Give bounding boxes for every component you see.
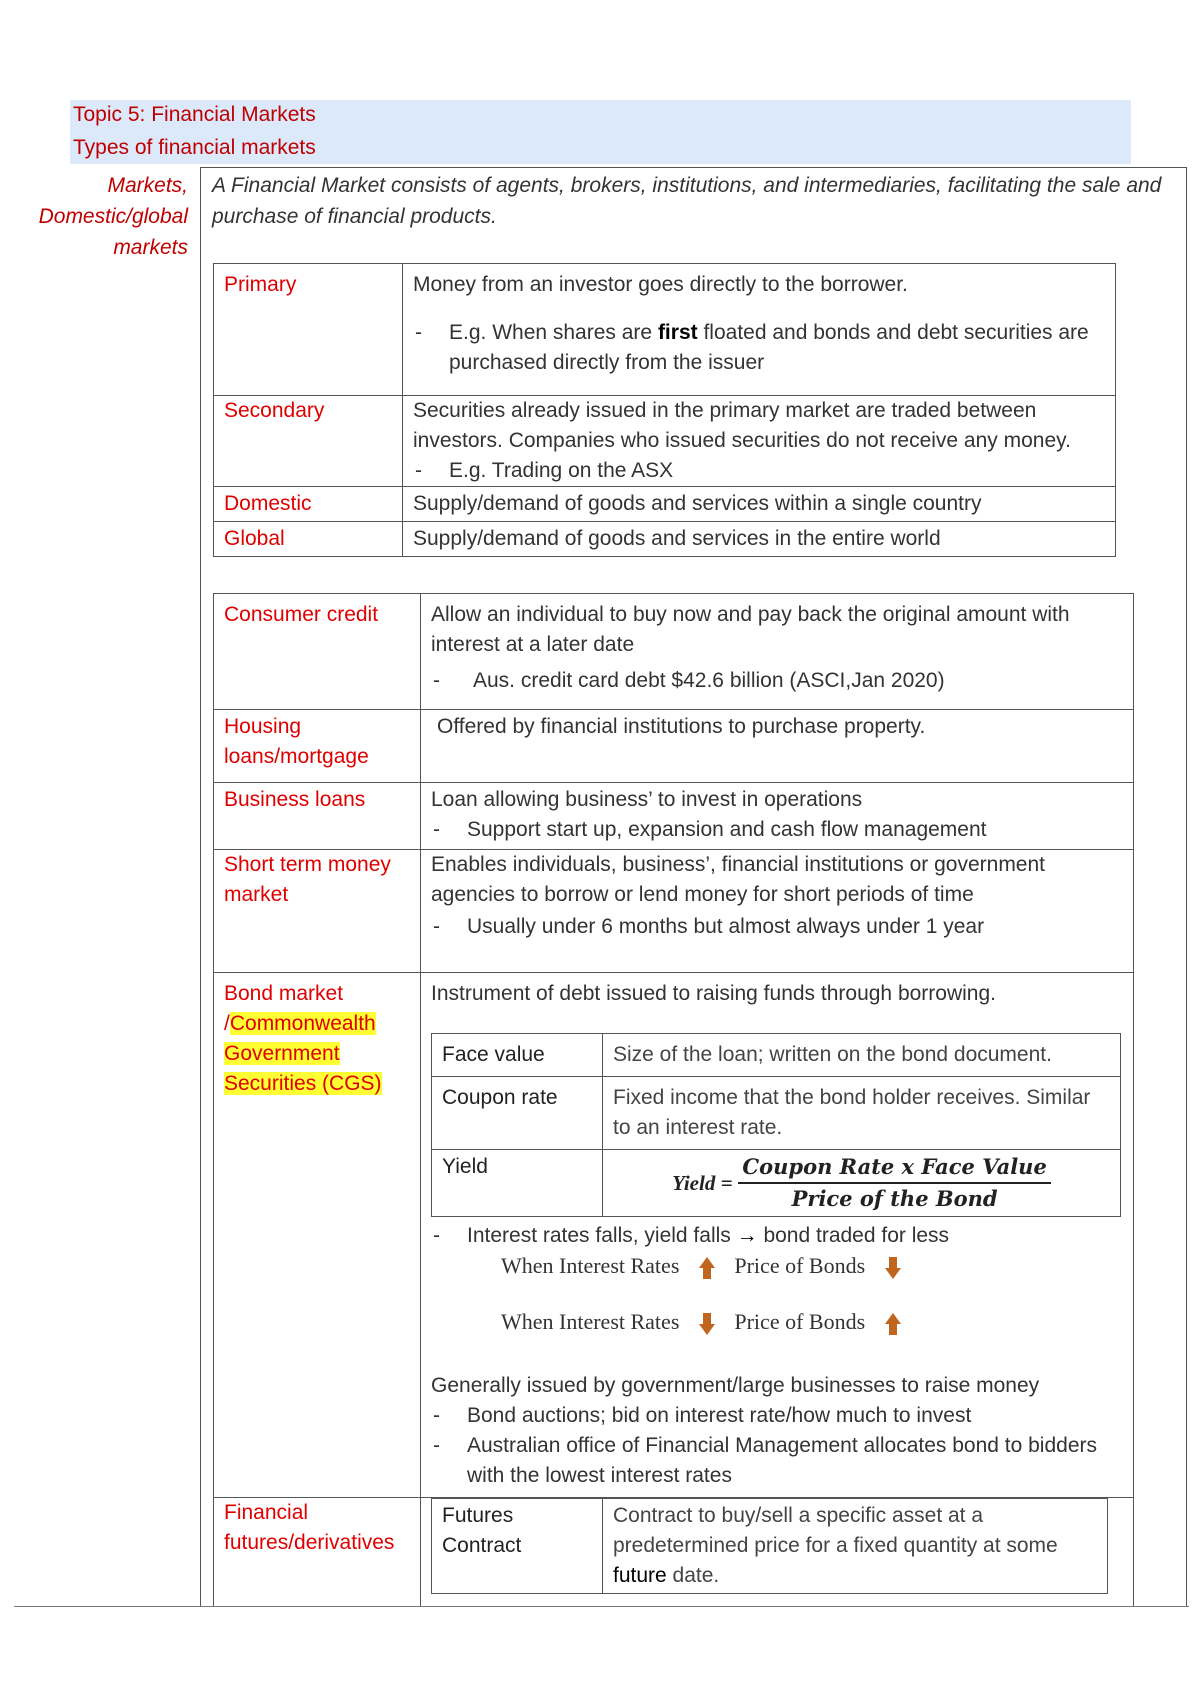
table-row xyxy=(432,1498,1108,1593)
futures-table xyxy=(431,1498,1108,1594)
def-text: Securities already issued in the primary market are traded between investors. Companies who issued securities do not receive any money. xyxy=(413,399,1071,452)
table-row xyxy=(214,972,1134,1497)
def-bullets xyxy=(413,456,1105,486)
list-item xyxy=(431,1221,1123,1251)
term-slash: / xyxy=(224,1011,230,1035)
arrow-down-icon xyxy=(699,1313,715,1335)
arrow-up-icon xyxy=(885,1313,901,1335)
topic-title: Topic 5: Financial Markets xyxy=(73,103,316,126)
term-primary: Primary xyxy=(214,264,403,396)
def-text: Enables individuals, business’, financial institutions or government agencies to borrow or lend money for short periods of time xyxy=(431,852,1046,906)
market-types-table xyxy=(213,263,1116,557)
def-bullets xyxy=(413,318,1105,378)
list-item: - Usually under 6 months but almost always under 1 year xyxy=(431,912,1123,942)
table-row xyxy=(214,849,1134,972)
bond-term-value: Fixed income that the bond holder receives. Similar to an interest rate. xyxy=(603,1076,1121,1149)
def-global: Supply/demand of goods and services in the entire world xyxy=(403,522,1116,557)
rates-label: When Interest Rates xyxy=(501,1308,680,1334)
formula-fraction xyxy=(738,1152,1050,1214)
formula-lhs: Yield = xyxy=(672,1170,733,1195)
bonds-label: Price of Bonds xyxy=(734,1308,866,1334)
table-row xyxy=(214,396,1116,487)
list-item: - Australian office of Financial Management allocates bond to bidders with the lowest interest rates xyxy=(431,1431,1123,1491)
term-text xyxy=(224,1039,410,1069)
bullet-text: bond traded for less xyxy=(757,1223,950,1247)
term-highlight: Commonwealth xyxy=(229,1011,376,1035)
def-bullets xyxy=(431,815,1123,845)
def-bullets xyxy=(431,1401,1123,1491)
rates-relation-row xyxy=(501,1251,1123,1281)
def-business-loans xyxy=(421,782,1134,849)
side-label-line: Markets, xyxy=(107,174,188,197)
table-row xyxy=(432,1033,1121,1076)
right-arrow-icon: → xyxy=(736,1223,758,1247)
side-label-line: markets xyxy=(113,236,188,259)
bond-term-key: Yield xyxy=(432,1149,603,1216)
formula-numerator: Coupon Rate x Face Value xyxy=(738,1152,1050,1184)
bottom-rule xyxy=(14,1606,1189,1607)
table-row xyxy=(214,709,1134,782)
term-highlight: Government xyxy=(224,1041,340,1065)
def-bond-market xyxy=(421,972,1134,1497)
rates-label: When Interest Rates xyxy=(501,1252,680,1278)
def-text: Instrument of debt issued to raising funds through borrowing. xyxy=(431,981,996,1005)
side-label xyxy=(8,170,188,263)
term-text xyxy=(224,1009,410,1039)
bond-term-key: Face value xyxy=(432,1033,603,1076)
term-business-loans: Business loans xyxy=(214,782,421,849)
bond-term-key: Coupon rate xyxy=(432,1076,603,1149)
bonds-label: Price of Bonds xyxy=(734,1252,866,1278)
term-short-term: Short term money market xyxy=(214,849,421,972)
formula-denominator: Price of the Bond xyxy=(791,1185,998,1211)
def-consumer-credit xyxy=(421,594,1134,710)
intro-text: A Financial Market consists of agents, brokers, institutions, and intermediaries, facilitating the sale and purchase of financial products. xyxy=(212,174,1162,228)
rates-relation xyxy=(501,1251,1123,1337)
bullet-text: E.g. When shares are xyxy=(449,321,658,344)
table-row xyxy=(214,522,1116,557)
rates-relation-row xyxy=(501,1307,1123,1337)
term-text: Bond market xyxy=(224,981,344,1005)
def-text: Loan allowing business’ to invest in operations xyxy=(431,787,863,811)
yield-formula xyxy=(603,1149,1121,1216)
credit-table xyxy=(213,593,1134,1607)
futures-key: Futures Contract xyxy=(432,1498,603,1593)
term-consumer-credit: Consumer credit xyxy=(214,594,421,710)
def-short-term xyxy=(421,849,1134,972)
list-item: - Support start up, expansion and cash flow management xyxy=(431,815,1123,845)
table-row xyxy=(432,1149,1121,1216)
table-row xyxy=(214,1497,1134,1606)
futures-bold: future xyxy=(613,1563,667,1587)
list-item: - Aus. credit card debt $42.6 billion (ASCI,Jan 2020) xyxy=(431,666,1123,696)
def-secondary xyxy=(403,396,1116,487)
table-row xyxy=(214,264,1116,396)
def-text: Allow an individual to buy now and pay back the original amount with interest at a later date xyxy=(431,603,1070,656)
def-bullets xyxy=(431,912,1123,942)
term-highlight: Securities (CGS) xyxy=(224,1071,382,1095)
def-domestic: Supply/demand of goods and services within a single country xyxy=(403,487,1116,522)
bond-term-value: Size of the loan; written on the bond document. xyxy=(603,1033,1121,1076)
def-text: Money from an investor goes directly to the borrower. xyxy=(413,273,908,296)
def-futures xyxy=(421,1497,1134,1606)
term-futures: Financial futures/derivatives xyxy=(214,1497,421,1606)
side-label-line: Domestic/global xyxy=(38,205,188,228)
bond-terms-table xyxy=(431,1033,1121,1217)
arrow-down-icon xyxy=(885,1257,901,1279)
term-global: Global xyxy=(214,522,403,557)
subtopic-title: Types of financial markets xyxy=(73,136,316,159)
term-bond-market xyxy=(214,972,421,1497)
arrow-up-icon xyxy=(699,1257,715,1279)
table-row xyxy=(214,487,1116,522)
def-bullets xyxy=(431,666,1123,696)
term-domestic: Domestic xyxy=(214,487,403,522)
term-housing: Housing loans/mortgage xyxy=(214,709,421,782)
table-row xyxy=(214,782,1134,849)
def-housing: Offered by financial institutions to purchase property. xyxy=(421,709,1134,782)
def-primary xyxy=(403,264,1116,396)
bullet-bold: first xyxy=(657,321,698,344)
bullet-text: floated and bonds and debt securities are purchased directly from the issuer xyxy=(449,321,1089,374)
table-row xyxy=(214,594,1134,710)
bullet-text: Interest rates falls, yield falls xyxy=(467,1223,737,1247)
list-item: - E.g. Trading on the ASX xyxy=(413,456,1105,486)
list-item: - Bond auctions; bid on interest rate/how much to invest xyxy=(431,1401,1123,1431)
term-text xyxy=(224,1069,410,1099)
futures-text: date. xyxy=(666,1563,720,1587)
list-item xyxy=(413,318,1105,378)
def-bullets xyxy=(431,1221,1123,1251)
table-row xyxy=(432,1076,1121,1149)
futures-value xyxy=(603,1498,1108,1593)
def-text: Generally issued by government/large businesses to raise money xyxy=(431,1373,1040,1397)
futures-text: Contract to buy/sell a specific asset at a predetermined price for a fixed quantity at some xyxy=(613,1503,1058,1557)
term-secondary: Secondary xyxy=(214,396,403,487)
